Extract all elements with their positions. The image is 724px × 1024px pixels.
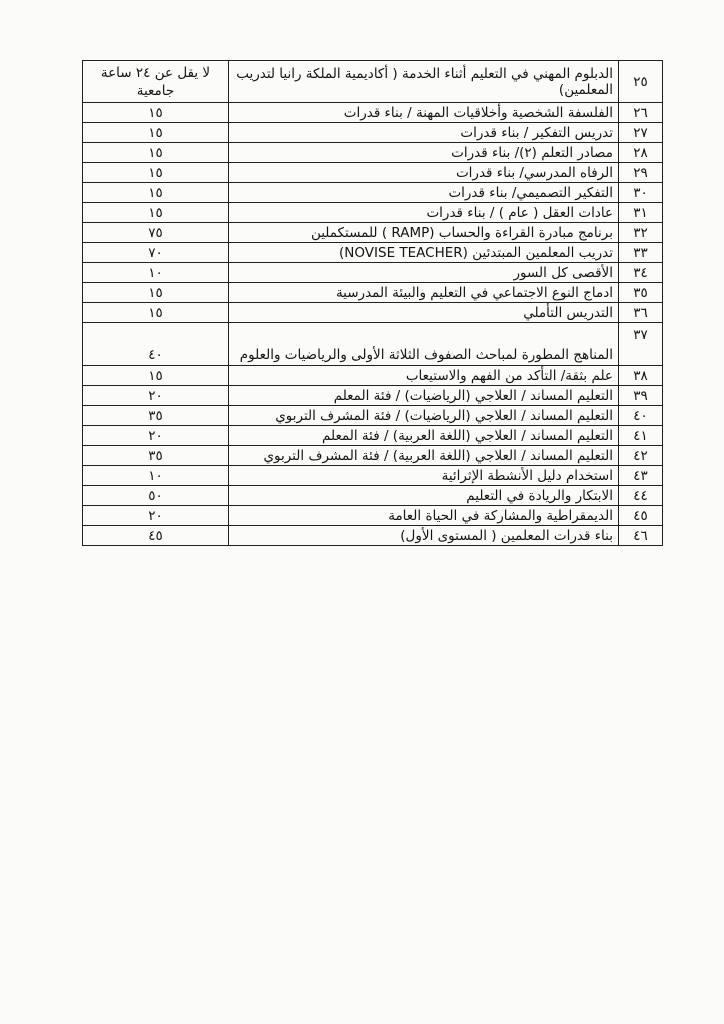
- table-row: [83, 61, 663, 103]
- table-row: [83, 223, 663, 243]
- course-title: عادات العقل ( عام ) / بناء قدرات: [229, 203, 619, 223]
- table-row: [83, 163, 663, 183]
- row-number: ٤٢: [619, 446, 663, 466]
- table-row: [83, 143, 663, 163]
- course-title: التفكير التصميمي/ بناء قدرات: [229, 183, 619, 203]
- table-row: [83, 426, 663, 446]
- course-hours: ٢٠: [83, 386, 229, 406]
- course-title: الابتكار والريادة في التعليم: [229, 486, 619, 506]
- row-number: ٤٥: [619, 506, 663, 526]
- course-title: استخدام دليل الأنشطة الإثرائية: [229, 466, 619, 486]
- row-number: ٢٦: [619, 103, 663, 123]
- table-row: [83, 123, 663, 143]
- course-hours: ١٥: [83, 283, 229, 303]
- row-number: ٤٠: [619, 406, 663, 426]
- row-number: ٢٩: [619, 163, 663, 183]
- course-title: ادماج النوع الاجتماعي في التعليم والبيئة المدرسية: [229, 283, 619, 303]
- course-hours: ١٥: [83, 203, 229, 223]
- row-number: ٣٥: [619, 283, 663, 303]
- table-row: [83, 263, 663, 283]
- table-row: [83, 526, 663, 546]
- course-hours: لا يقل عن ٢٤ ساعة جامعية: [83, 61, 229, 103]
- table-row: [83, 243, 663, 263]
- course-hours: ٤٠: [83, 323, 229, 366]
- table-row: [83, 446, 663, 466]
- course-title: الرفاه المدرسي/ بناء قدرات: [229, 163, 619, 183]
- course-title: المناهج المطورة لمباحث الصفوف الثلاثة الأولى والرياضيات والعلوم: [229, 323, 619, 366]
- course-hours: ١٥: [83, 103, 229, 123]
- row-number: ٣٣: [619, 243, 663, 263]
- course-hours: ٢٠: [83, 426, 229, 446]
- course-title: الفلسفة الشخصية وأخلاقيات المهنة / بناء قدرات: [229, 103, 619, 123]
- course-title: التعليم المساند / العلاجي (الرياضيات) / فئة المعلم: [229, 386, 619, 406]
- course-hours: ١٥: [83, 303, 229, 323]
- course-title: الدبلوم المهني في التعليم أثناء الخدمة ( أكاديمية الملكة رانيا لتدريب المعلمين): [229, 61, 619, 103]
- course-title: التعليم المساند / العلاجي (الرياضيات) / فئة المشرف التربوي: [229, 406, 619, 426]
- course-title: التعليم المساند / العلاجي (اللغة العربية) / فئة المشرف التربوي: [229, 446, 619, 466]
- table-row: [83, 386, 663, 406]
- row-number: ٣٧: [619, 323, 663, 366]
- course-hours: ٧٥: [83, 223, 229, 243]
- course-title: التعليم المساند / العلاجي (اللغة العربية) / فئة المعلم: [229, 426, 619, 446]
- row-number: ٣٨: [619, 366, 663, 386]
- table-row: [83, 406, 663, 426]
- course-hours: ١٥: [83, 143, 229, 163]
- course-hours: ١٠: [83, 263, 229, 283]
- row-number: ٢٨: [619, 143, 663, 163]
- course-hours: ١٠: [83, 466, 229, 486]
- table-row: [83, 103, 663, 123]
- row-number: ٤٣: [619, 466, 663, 486]
- table-row: [83, 183, 663, 203]
- course-title: التدريس التأملي: [229, 303, 619, 323]
- course-title: برنامج مبادرة القراءة والحساب (RAMP ) للمستكملين: [229, 223, 619, 243]
- course-title: الأقصى كل السور: [229, 263, 619, 283]
- row-number: ٢٥: [619, 61, 663, 103]
- table-row: [83, 366, 663, 386]
- row-number: ٤٦: [619, 526, 663, 546]
- course-title: علم بثقة/ التأكد من الفهم والاستيعاب: [229, 366, 619, 386]
- table-row: [83, 323, 663, 366]
- row-number: ٣٤: [619, 263, 663, 283]
- row-number: ٣١: [619, 203, 663, 223]
- course-hours: ١٥: [83, 183, 229, 203]
- courses-table: [82, 60, 663, 546]
- table-row: [83, 486, 663, 506]
- table-row: [83, 303, 663, 323]
- table-row: [83, 203, 663, 223]
- course-hours: ٢٠: [83, 506, 229, 526]
- row-number: ٣٩: [619, 386, 663, 406]
- course-hours: ٣٥: [83, 446, 229, 466]
- course-hours: ٥٠: [83, 486, 229, 506]
- table-row: [83, 283, 663, 303]
- row-number: ٤٤: [619, 486, 663, 506]
- course-hours: ٤٥: [83, 526, 229, 546]
- row-number: ٣٠: [619, 183, 663, 203]
- courses-table-wrapper: [82, 60, 663, 546]
- row-number: ٣٦: [619, 303, 663, 323]
- course-title: مصادر التعلم (٢)/ بناء قدرات: [229, 143, 619, 163]
- course-title: تدريب المعلمين المبتدئين (NOVISE TEACHER): [229, 243, 619, 263]
- course-hours: ١٥: [83, 163, 229, 183]
- course-hours: ١٥: [83, 123, 229, 143]
- course-hours: ١٥: [83, 366, 229, 386]
- course-title: تدريس التفكير / بناء قدرات: [229, 123, 619, 143]
- table-row: [83, 506, 663, 526]
- course-hours: ٧٠: [83, 243, 229, 263]
- row-number: ٢٧: [619, 123, 663, 143]
- row-number: ٣٢: [619, 223, 663, 243]
- row-number: ٤١: [619, 426, 663, 446]
- course-title: الديمقراطية والمشاركة في الحياة العامة: [229, 506, 619, 526]
- course-hours: ٣٥: [83, 406, 229, 426]
- course-title: بناء قدرات المعلمين ( المستوى الأول): [229, 526, 619, 546]
- table-row: [83, 466, 663, 486]
